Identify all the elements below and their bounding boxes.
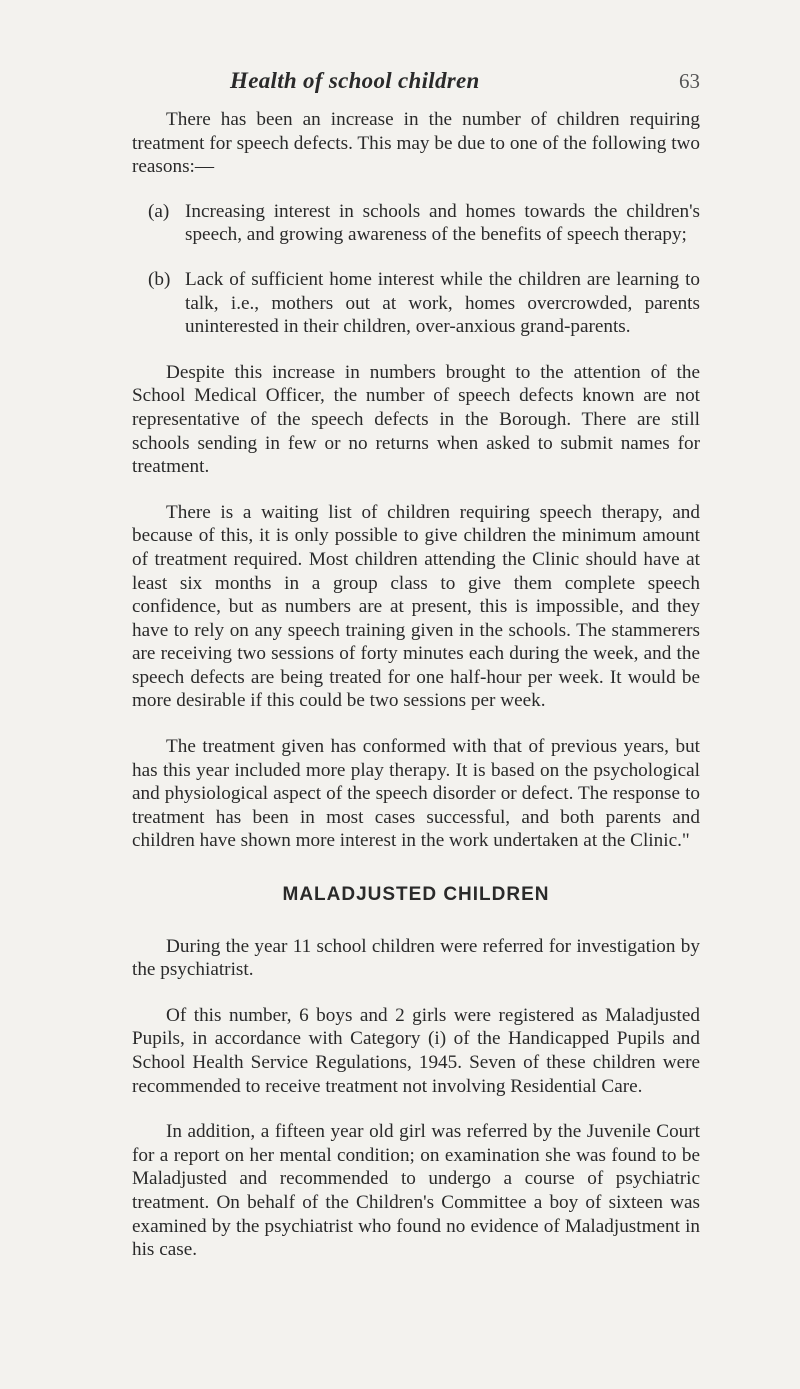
speech-paragraph: Despite this increase in numbers brought to the attention of the School Medical Officer, the number of speech defects known are not representative of the speech defects in the Borough. There are still schools sending in few or no returns when asked to submit names for treatment. <box>132 361 700 478</box>
intro-paragraph: There has been an increase in the number of children requiring treatment for speech defects. This may be due to one of the following two reasons:— <box>132 109 700 178</box>
reason-item-a <box>132 200 700 247</box>
maladjusted-paragraph: In addition, a fifteen year old girl was referred by the Juvenile Court for a report on her mental condition; on examination she was found to be Maladjusted and recommended to undergo a course of psychiatric treatment. On behalf of the Children's Committee a boy of sixteen was examined by the psychiatrist who found no evidence of Maladjustment in his case. <box>132 1121 700 1261</box>
reason-text-a: Increasing interest in schools and homes towards the children's speech, and growing awareness of the benefits of speech therapy; <box>185 200 700 246</box>
running-head <box>100 68 700 98</box>
maladjusted-paragraph: Of this number, 6 boys and 2 girls were registered as Maladjusted Pupils, in accordance with Category (i) of the Handicapped Pupils and School Health Service Regulations, 1945. Seven of these children were recommended to receive treatment not involving Residential Care. <box>132 1004 700 1097</box>
speech-paragraph: There is a waiting list of children requiring speech therapy, and because of this, it is only possible to give children the minimum amount of treatment required. Most children attending the Clinic should have at least six months in a group class to give them complete speech confidence, but as numbers are at present, this is impossible, and they have to rely on any speech training given in the schools. The stammerers are receiving two sessions of forty minutes each during the week, and the speech defects are being treated for one half-hour per week. It would be more desirable if this could be two sessions per week. <box>132 501 700 712</box>
body-text <box>132 108 700 1262</box>
running-title: Health of school children <box>230 68 480 93</box>
reason-marker-a: (a) <box>148 200 170 222</box>
maladjusted-paragraph: During the year 11 school children were referred for investigation by the psychiatrist. <box>132 935 700 981</box>
speech-paragraph: The treatment given has conformed with that of previous years, but has this year included more play therapy. It is based on the psychological and physiological aspect of the speech disorder or defect. The response to treatment has been in most cases successful, and both parents and children have shown more interest in the work undertaken at the Clinic." <box>132 736 700 852</box>
page-number: 63 <box>679 69 700 93</box>
reason-text-b: Lack of sufficient home interest while the children are learning to talk, i.e., mothers out at work, homes overcrowded, parents uninterested in their children, over-anxious grand-parents. <box>185 268 700 338</box>
reason-item-b <box>132 268 700 339</box>
reason-marker-b: (b) <box>148 268 171 290</box>
section-heading: MALADJUSTED CHILDREN <box>282 884 550 906</box>
